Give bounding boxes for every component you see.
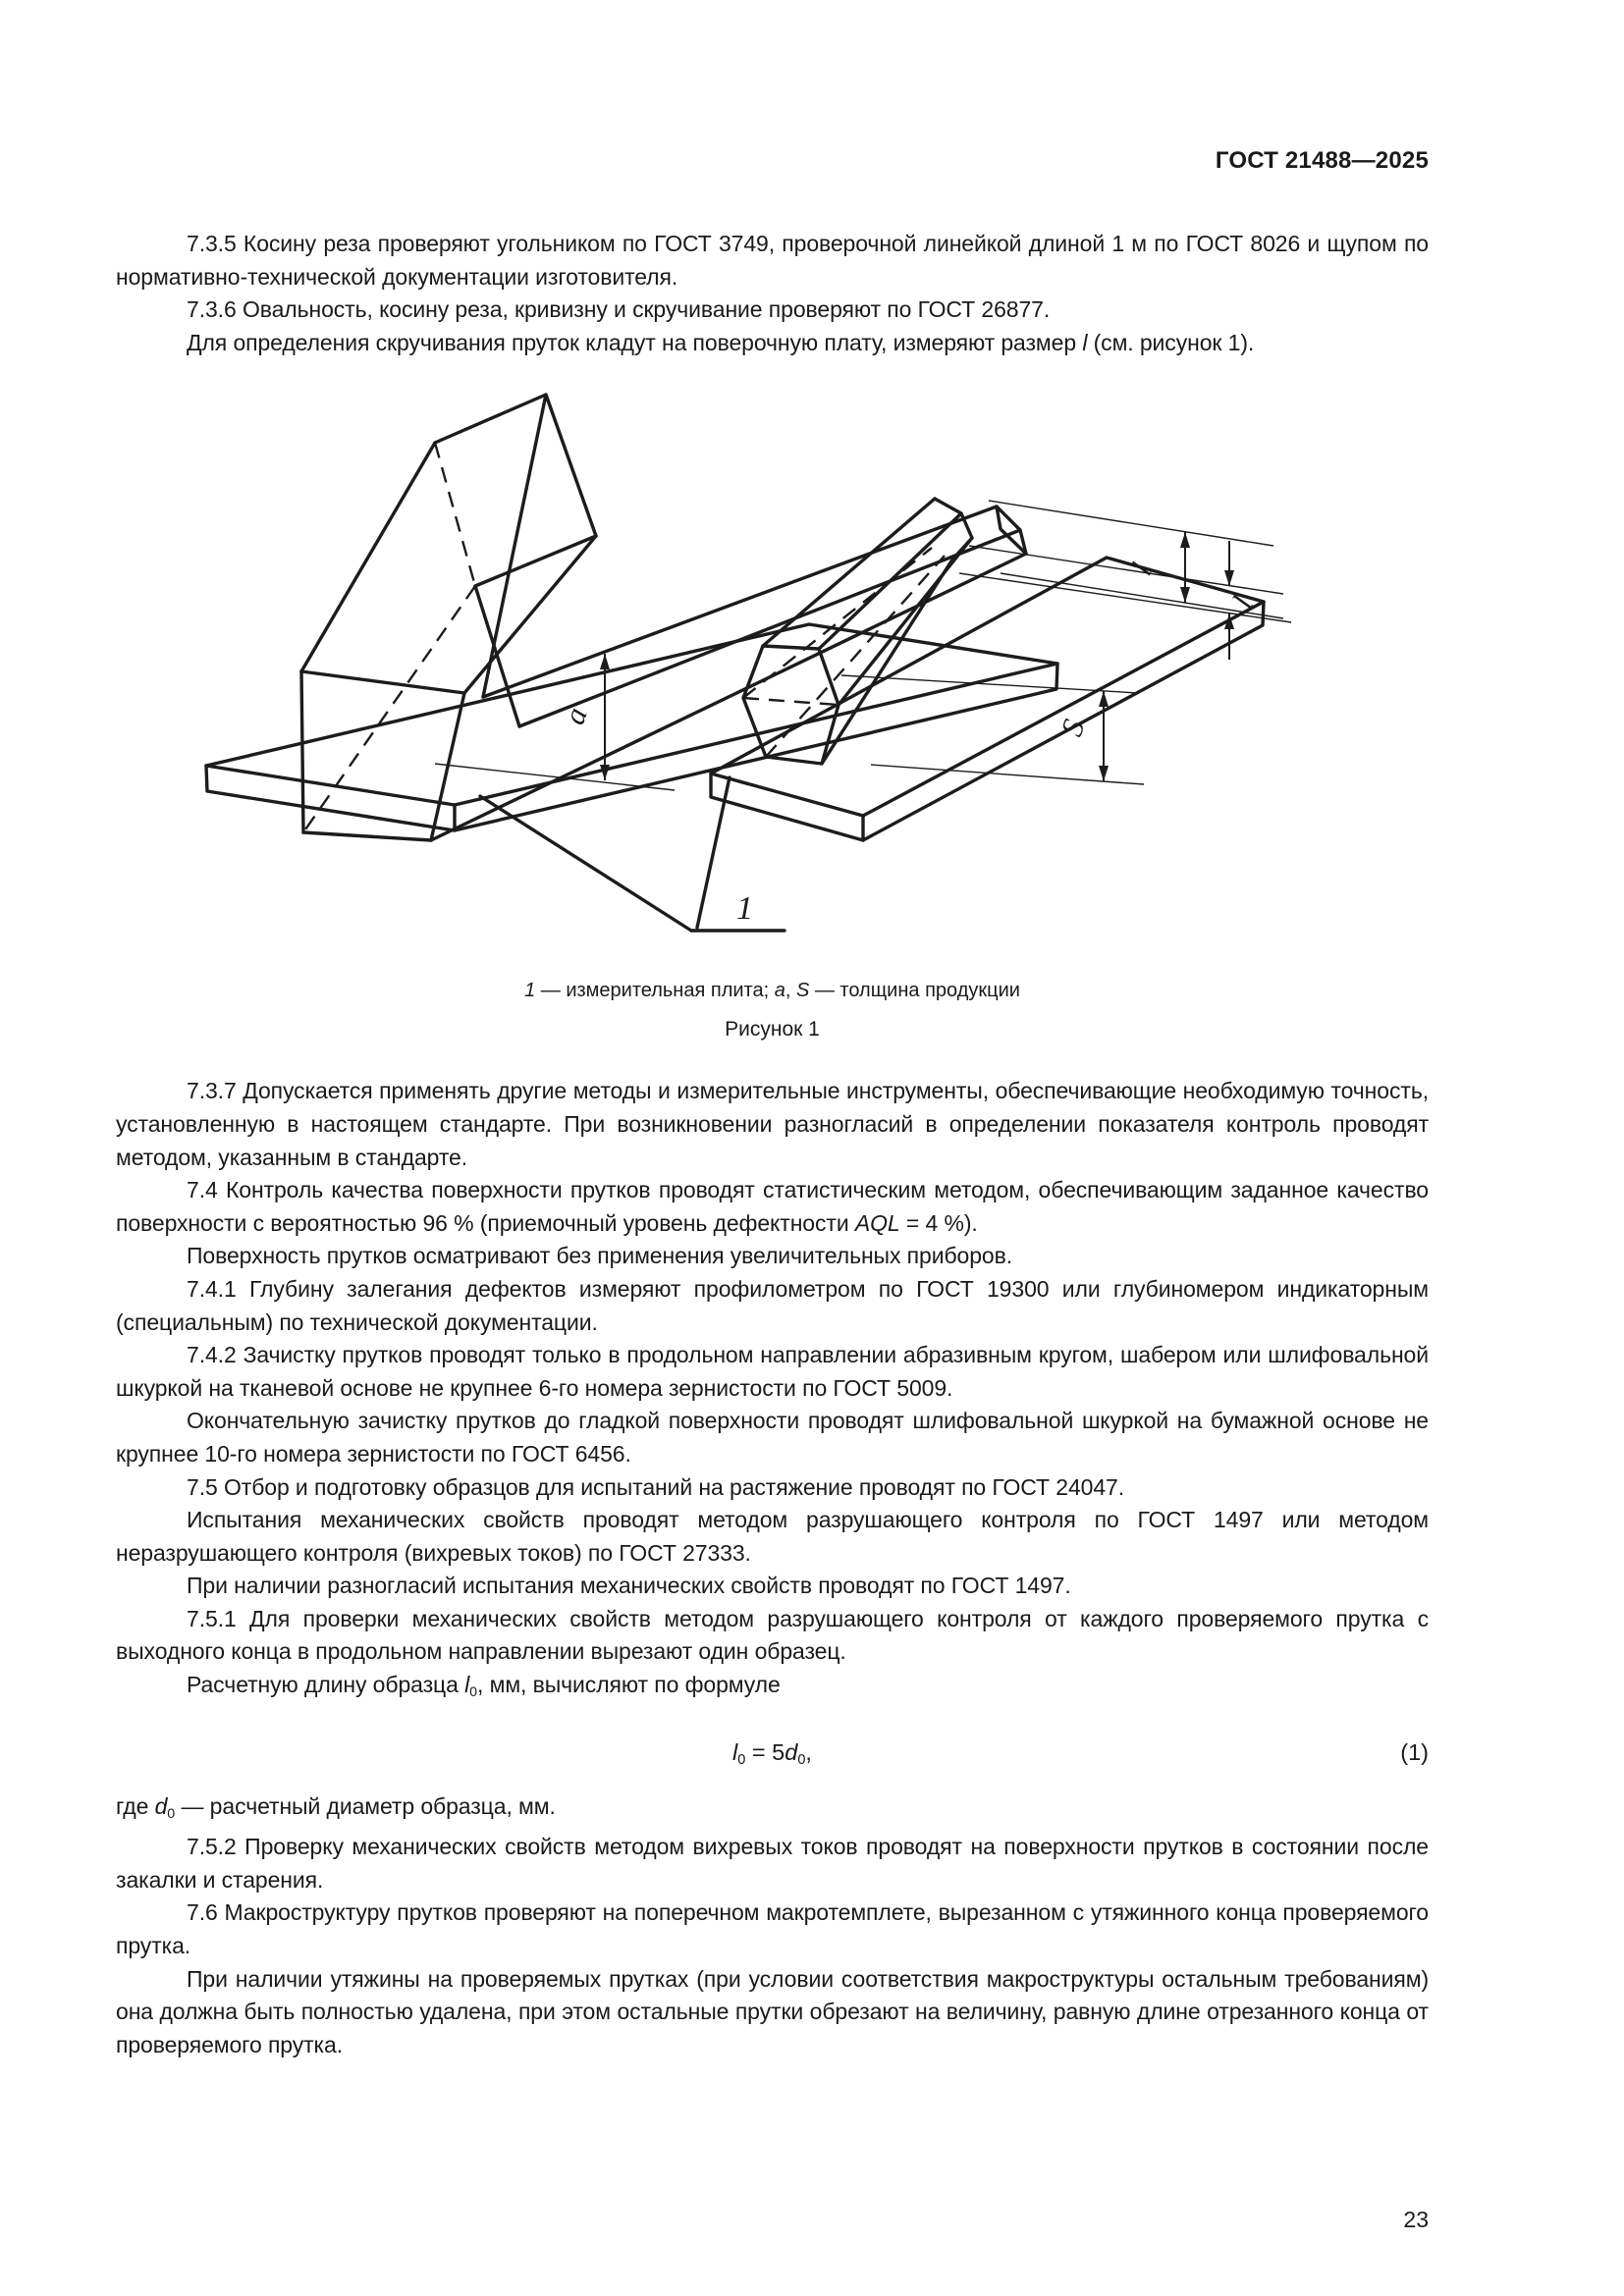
paragraph xyxy=(116,1896,1429,1962)
text-run: Окончательную зачистку прутков до гладкой поверхности проводят шлифовальной шкуркой на бумажной основе не крупнее 10-го номера зернистости по ГОСТ 6456. xyxy=(116,1408,1429,1467)
text-run: Расчетную длину образца xyxy=(187,1672,465,1698)
dim-label-l-right: l xyxy=(1224,591,1260,614)
text-run: 0 xyxy=(167,1805,176,1822)
text-run: , xyxy=(805,1738,812,1765)
figure-caption xyxy=(116,980,1429,1002)
page-number: 23 xyxy=(1403,2207,1429,2233)
text-section-after-formula xyxy=(116,1790,1429,2062)
text-run: 7.4 Контроль качества поверхности прутков проводят статистическим методом, обеспечивающим заданное качество поверхности с вероятностью 96 % (приемочный уровень дефектности xyxy=(116,1177,1429,1236)
dim-label-a: a xyxy=(556,703,594,729)
dim-label-s: S xyxy=(1053,715,1091,741)
formula-number: (1) xyxy=(1400,1738,1429,1765)
bar-end-face xyxy=(435,395,596,536)
text-run: d xyxy=(154,1792,168,1819)
paragraph xyxy=(116,1273,1429,1339)
text-run: = 4 %). xyxy=(899,1209,978,1236)
paragraph xyxy=(116,1669,1429,1710)
text-run: — расчетный диаметр образца, мм. xyxy=(175,1792,556,1819)
text-run: S xyxy=(795,980,810,1002)
hexbar-hidden-diagonal xyxy=(743,698,839,705)
paragraph xyxy=(116,1504,1429,1570)
text-run: , мм, вычисляют по формуле xyxy=(477,1672,781,1698)
text-run: l xyxy=(732,1738,738,1765)
paragraph xyxy=(116,1831,1429,1896)
text-run: При наличии утяжины на проверяемых прутках (при условии соответствия макроструктуры остальным требованиям) она должна быть полностью удалена, при этом остальные прутки обрезают на величину, равную длине отрезанного конца от проверяемого прутка. xyxy=(116,1965,1429,2057)
bar-far-end-face xyxy=(997,507,1026,554)
bar-end-face-lower xyxy=(475,536,596,586)
right-plate-top xyxy=(711,558,1264,816)
left-drawing xyxy=(206,395,1283,840)
text-run: d xyxy=(785,1738,798,1765)
dim-label-l-left: l xyxy=(1123,558,1159,581)
paragraph xyxy=(116,1339,1429,1405)
text-run: 0 xyxy=(469,1684,478,1701)
paragraph xyxy=(116,1240,1429,1273)
bar-end-hidden-edge xyxy=(435,443,475,586)
text-section-before-figure xyxy=(116,228,1429,359)
paragraph xyxy=(116,1790,1429,1832)
paragraph xyxy=(116,1603,1429,1669)
paragraph xyxy=(116,1570,1429,1603)
paragraph xyxy=(116,1174,1429,1240)
paragraph xyxy=(116,1075,1429,1174)
text-run: 0 xyxy=(737,1751,746,1768)
dimension-a xyxy=(435,654,675,790)
text-run: — толщина продукции xyxy=(809,980,1020,1002)
text-run: Поверхность прутков осматривают без применения увеличительных приборов. xyxy=(187,1243,1013,1269)
text-run: 7.5.1 Для проверки механических свойств методом разрушающего контроля от каждого проверяемого прутка с выходного конца в продольном направлении вырезают один образец. xyxy=(116,1605,1429,1665)
formula-row xyxy=(116,1734,1429,1771)
text-run: где xyxy=(116,1792,155,1819)
page-header: ГОСТ 21488—2025 xyxy=(1215,147,1429,174)
dimension-l-right xyxy=(959,541,1291,660)
formula xyxy=(732,1738,812,1768)
text-run: 0 xyxy=(797,1751,806,1768)
text-run: 7.4.1 Глубину залегания дефектов измеряют профилометром по ГОСТ 19300 или глубиномером индикаторным (специальным) по технической документации. xyxy=(116,1275,1429,1335)
text-run: 7.3.5 Косину реза проверяют угольником по ГОСТ 3749, проверочной линейкой длиной 1 м по ГОСТ 8026 и щупом по нормативно-технической документации изготовителя. xyxy=(116,231,1429,290)
text-run: При наличии разногласий испытания механических свойств проводят по ГОСТ 1497. xyxy=(187,1573,1071,1599)
text-run: l xyxy=(1082,329,1088,355)
paragraph xyxy=(116,228,1429,294)
figure-block xyxy=(116,381,1429,1041)
text-run: 1 xyxy=(524,980,536,1002)
text-run: (см. рисунок 1). xyxy=(1087,329,1255,355)
paragraph xyxy=(116,1963,1429,2062)
left-plate-top xyxy=(206,624,1057,805)
text-run: Испытания механических свойств проводят методом разрушающего контроля по ГОСТ 1497 или методом неразрушающего контроля (вихревых токов) по ГОСТ 27333. xyxy=(116,1507,1429,1566)
text-run: a xyxy=(774,980,785,1002)
paragraph xyxy=(116,1471,1429,1505)
text-run: 7.3.7 Допускается применять другие методы и измерительные инструменты, обеспечивающие необходимую точность, установленную в настоящем стандарте. При возникновении разногласий в определении показателя контроль проводят методом, указанным в стандарте. xyxy=(116,1078,1429,1170)
right-drawing xyxy=(711,499,1291,840)
text-run: Для определения скручивания пруток кладут на поверочную плату, измеряют размер xyxy=(187,329,1083,355)
right-plate-left-edge xyxy=(711,774,863,840)
text-run: 7.3.6 Овальность, косину реза, кривизну и скручивание проверяют по ГОСТ 26877. xyxy=(187,296,1051,323)
text-run: , xyxy=(785,980,796,1002)
leader-lines xyxy=(480,777,785,931)
text-run: AQL xyxy=(854,1209,900,1236)
text-run: 7.6 Макроструктуру прутков проверяют на поперечном макротемплете, вырезанном с утяжинного конца проверяемого прутка. xyxy=(116,1899,1429,1958)
paragraph xyxy=(116,327,1429,360)
paragraph xyxy=(116,294,1429,327)
text-run: 7.5.2 Проверку механических свойств методом вихревых токов проводят на поверхности прутков в состоянии после закалки и старения. xyxy=(116,1834,1429,1893)
text-section-after-figure xyxy=(116,1075,1429,1709)
text-run: 7.4.2 Зачистку прутков проводят только в продольном направлении абразивным кругом, шабером или шлифовальной шкуркой на тканевой основе не крупнее 6-го номера зернистости по ГОСТ 5009. xyxy=(116,1342,1429,1401)
paragraph xyxy=(116,1405,1429,1470)
leader-label: 1 xyxy=(735,890,753,928)
figure-title: Рисунок 1 xyxy=(725,1018,820,1041)
text-run: — измерительная плита; xyxy=(535,980,775,1002)
text-run: = 5 xyxy=(745,1738,785,1765)
figure-drawing xyxy=(203,381,1342,970)
text-run: l xyxy=(464,1672,470,1698)
text-run: 7.5 Отбор и подготовку образцов для испытаний на растяжение проводят по ГОСТ 24047. xyxy=(187,1473,1124,1500)
